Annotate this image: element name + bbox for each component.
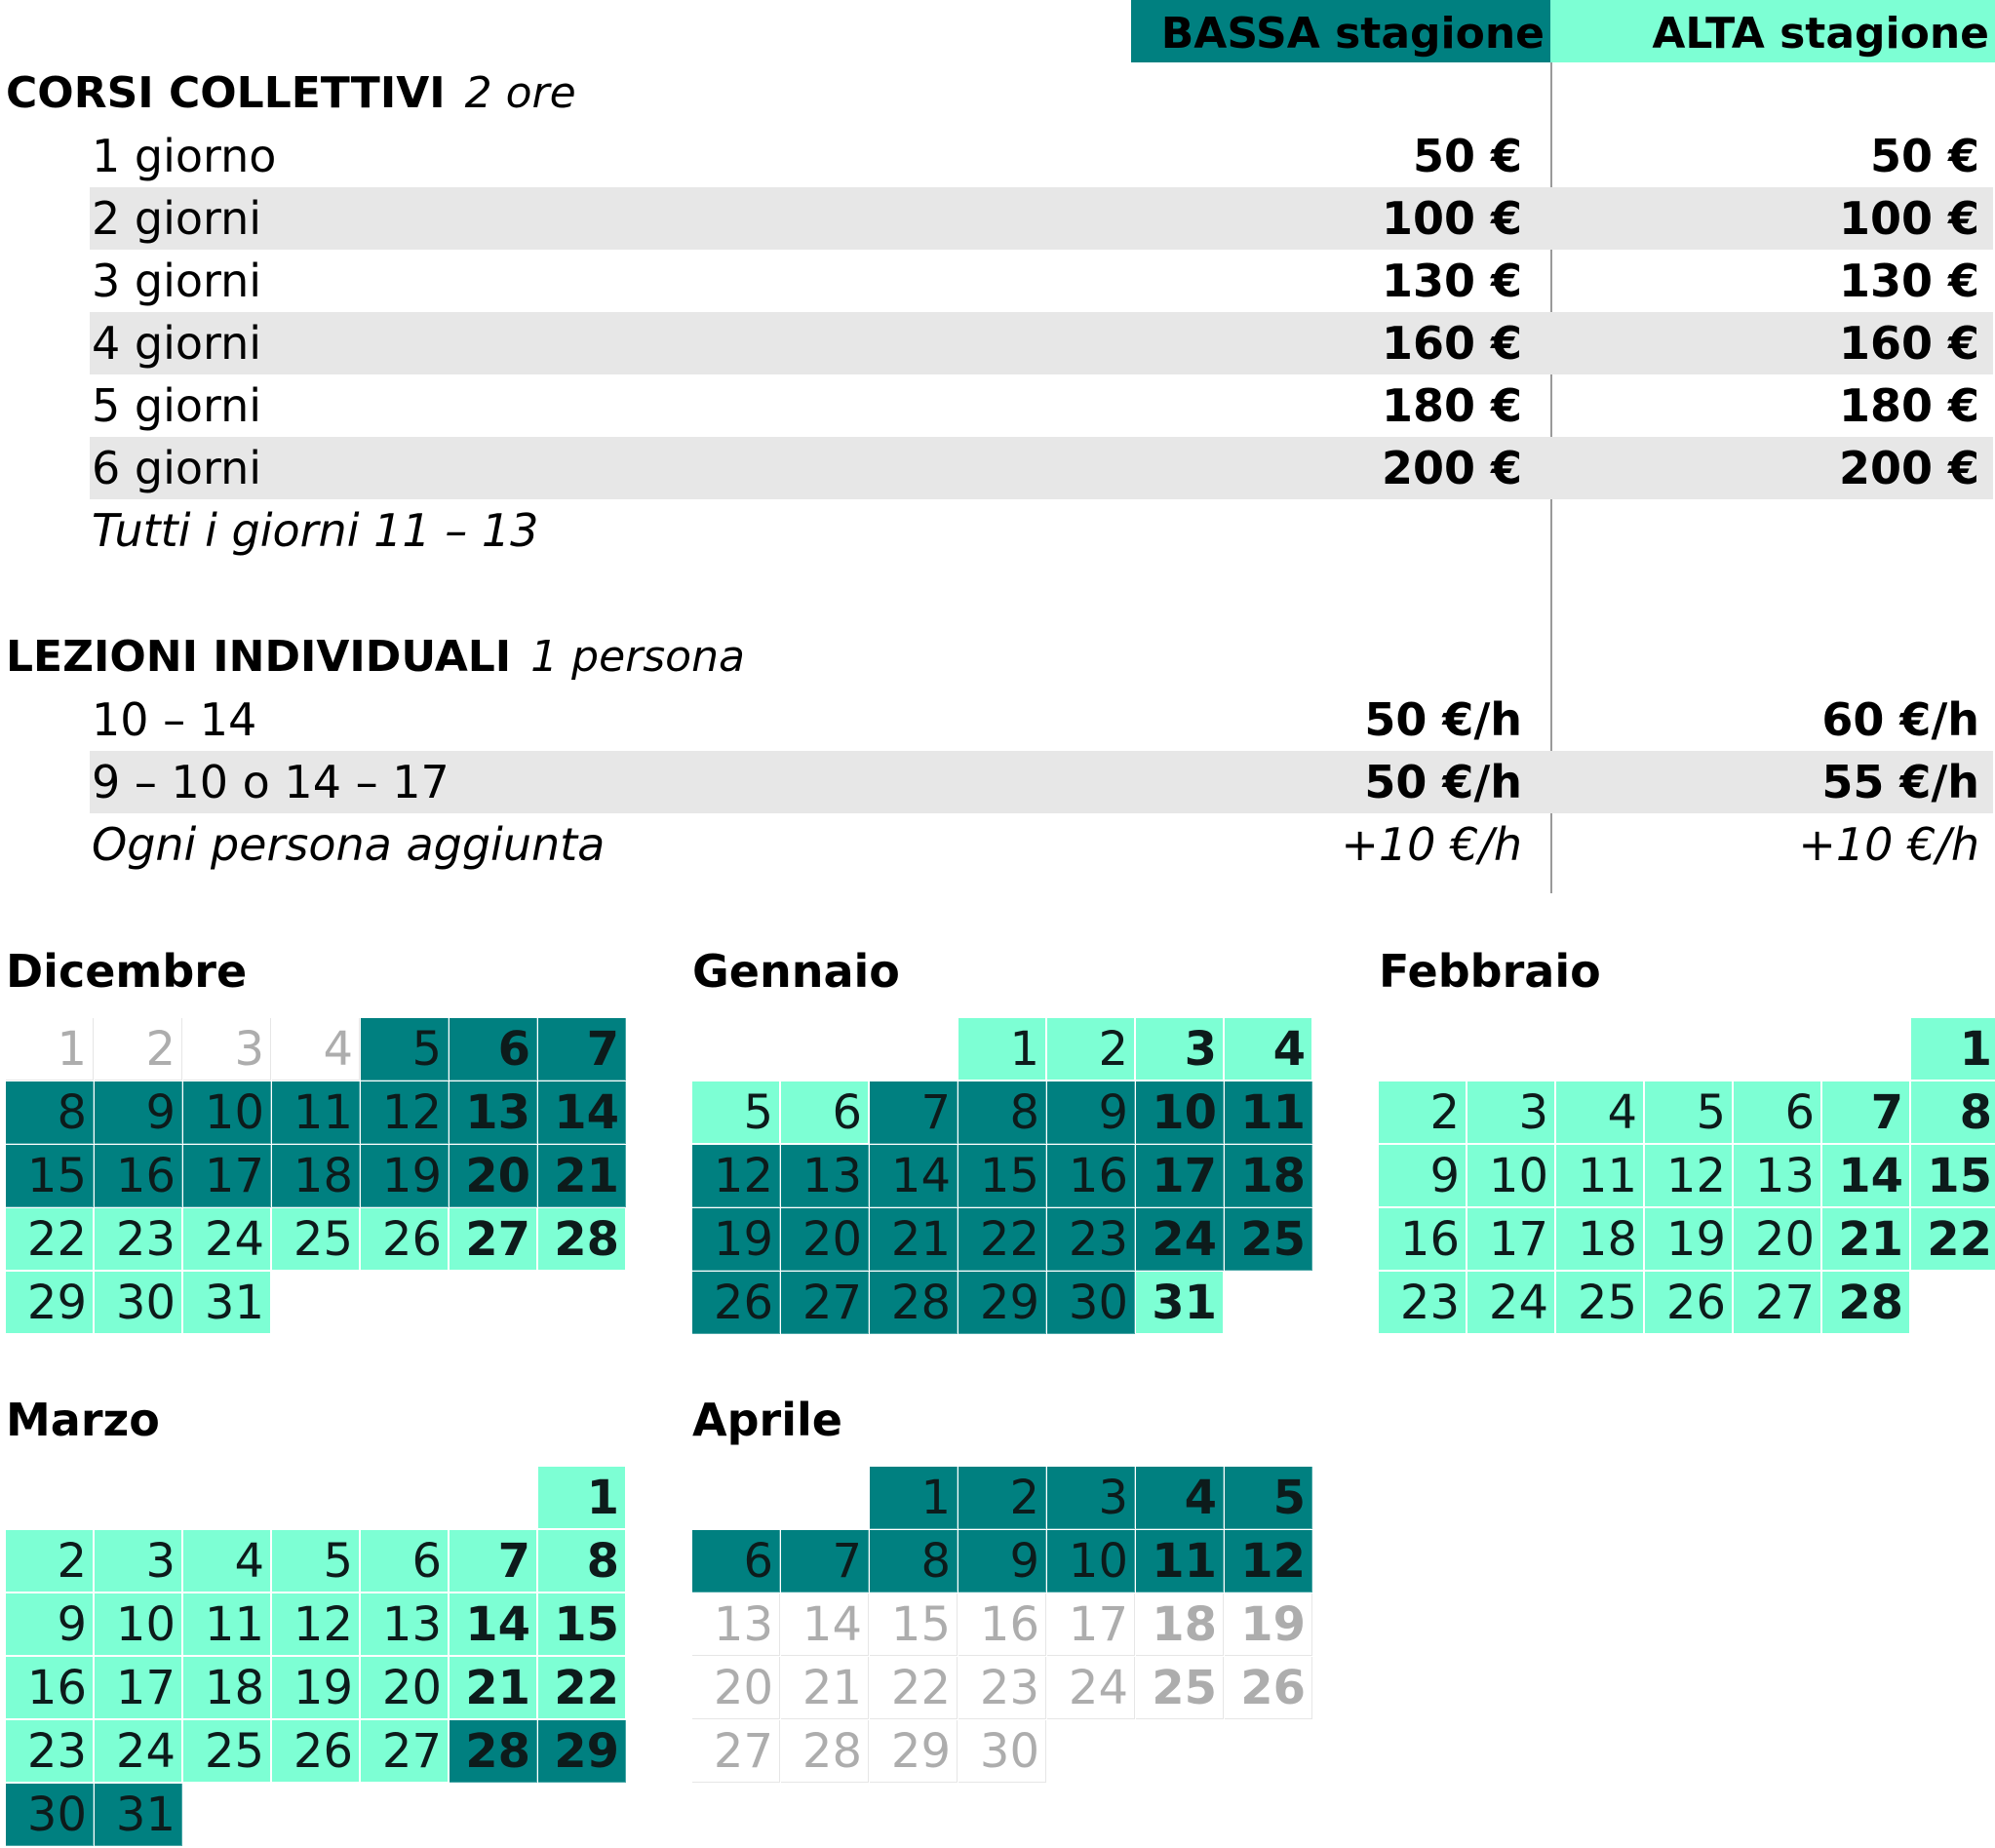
month-name: Febbraio (1379, 945, 1601, 998)
calendar-day: 20 (692, 1657, 780, 1719)
high-price: 160 € (1838, 317, 1979, 370)
low-price: +10 €/h (1341, 818, 1522, 871)
individual-title: LEZIONI INDIVIDUALI (6, 632, 512, 682)
calendar-day: 17 (183, 1145, 271, 1207)
calendar-day: 4 (183, 1530, 271, 1592)
calendar-day: 9 (1047, 1081, 1135, 1144)
calendar-day: 28 (781, 1720, 869, 1783)
calendar-day: 28 (538, 1208, 626, 1271)
calendar-day: 26 (1225, 1657, 1312, 1719)
month-name: Dicembre (6, 945, 248, 998)
calendar-day: 1 (6, 1018, 94, 1081)
calendar-day: 4 (1556, 1081, 1644, 1144)
calendar-day: 25 (1136, 1657, 1224, 1719)
calendar-day: 13 (361, 1593, 449, 1656)
calendar-day: 22 (1911, 1208, 1995, 1271)
calendar-day: 15 (6, 1145, 94, 1207)
price-row (90, 312, 1993, 374)
calendar-day: 9 (1379, 1145, 1467, 1207)
calendar-day: 8 (870, 1530, 958, 1592)
individual-section-title (6, 626, 745, 688)
calendar-day: 23 (958, 1657, 1046, 1719)
calendar-day: 6 (781, 1081, 869, 1144)
calendar-day: 21 (1822, 1208, 1910, 1271)
low-price: 200 € (1381, 442, 1522, 494)
calendar-day: 9 (6, 1593, 94, 1656)
group-subtitle: 2 ore (464, 68, 576, 118)
calendar-day: 12 (1645, 1145, 1733, 1207)
calendar-day: 30 (95, 1272, 182, 1334)
calendar-day: 16 (1047, 1145, 1135, 1207)
calendar-day: 3 (1467, 1081, 1555, 1144)
calendar-day: 31 (183, 1272, 271, 1334)
low-price: 100 € (1381, 192, 1522, 245)
calendar-day: 25 (1556, 1272, 1644, 1334)
low-price: 50 € (1412, 130, 1522, 182)
calendar-day: 15 (958, 1145, 1046, 1207)
calendar-day: 11 (1225, 1081, 1312, 1144)
low-price: 50 €/h (1364, 693, 1522, 746)
calendar-day: 29 (870, 1720, 958, 1783)
calendar-day: 11 (272, 1081, 360, 1144)
calendar-day: 3 (1136, 1018, 1224, 1081)
row-label: 10 – 14 (92, 693, 257, 746)
price-row (90, 125, 1993, 187)
calendar-day: 17 (95, 1657, 182, 1719)
calendar-day: 12 (1225, 1530, 1312, 1592)
calendar-day: 15 (870, 1593, 958, 1656)
calendar-day: 10 (1467, 1145, 1555, 1207)
low-price: 180 € (1381, 379, 1522, 432)
calendar-day: 25 (1225, 1208, 1312, 1271)
low-price: 50 €/h (1364, 756, 1522, 808)
row-label: Ogni persona aggiunta (92, 818, 606, 871)
calendar-day: 15 (1911, 1145, 1995, 1207)
calendar-day: 2 (6, 1530, 94, 1592)
month-name: Aprile (692, 1394, 842, 1446)
calendar-day: 19 (1225, 1593, 1312, 1656)
low-season-header: BASSA stagione (1131, 0, 1550, 62)
calendar-day: 24 (1047, 1657, 1135, 1719)
calendar-day: 3 (1047, 1467, 1135, 1529)
calendar-day: 5 (272, 1530, 360, 1592)
high-price: +10 €/h (1798, 818, 1979, 871)
calendar-day: 26 (272, 1720, 360, 1783)
calendar-day: 7 (1822, 1081, 1910, 1144)
calendar-day: 21 (870, 1208, 958, 1271)
calendar-day: 16 (95, 1145, 182, 1207)
calendar-day: 6 (692, 1530, 780, 1592)
calendar-day: 27 (450, 1208, 537, 1271)
individual-subtitle: 1 persona (530, 632, 745, 682)
high-price: 55 €/h (1821, 756, 1979, 808)
price-row (90, 187, 1993, 250)
calendar-day: 1 (538, 1467, 626, 1529)
calendar-day: 14 (538, 1081, 626, 1144)
calendar-day: 11 (183, 1593, 271, 1656)
row-label: 4 giorni (92, 317, 262, 370)
high-price: 60 €/h (1821, 693, 1979, 746)
calendar-day: 28 (450, 1720, 537, 1783)
calendar-day: 30 (6, 1784, 94, 1846)
calendar-day: 4 (272, 1018, 360, 1081)
row-label: 5 giorni (92, 379, 262, 432)
calendar-day: 20 (361, 1657, 449, 1719)
group-section-title (6, 62, 576, 125)
calendar-day: 3 (183, 1018, 271, 1081)
calendar-day: 24 (1136, 1208, 1224, 1271)
calendar-day: 30 (958, 1720, 1046, 1783)
calendar-day: 10 (95, 1593, 182, 1656)
calendar-day: 6 (450, 1018, 537, 1081)
calendar-day: 8 (538, 1530, 626, 1592)
calendar-day: 7 (450, 1530, 537, 1592)
low-price: 160 € (1381, 317, 1522, 370)
calendar-day: 28 (1822, 1272, 1910, 1334)
calendar-day: 22 (538, 1657, 626, 1719)
calendar-day: 31 (95, 1784, 182, 1846)
calendar-day: 13 (1734, 1145, 1821, 1207)
high-season-header: ALTA stagione (1550, 0, 1995, 62)
calendar-day: 8 (1911, 1081, 1995, 1144)
calendar-day: 2 (95, 1018, 182, 1081)
calendar-day: 16 (1379, 1208, 1467, 1271)
calendar-day: 23 (1379, 1272, 1467, 1334)
calendar-day: 9 (95, 1081, 182, 1144)
calendar-day: 11 (1556, 1145, 1644, 1207)
group-title: CORSI COLLETTIVI (6, 68, 446, 118)
calendar-day: 16 (958, 1593, 1046, 1656)
month-name: Gennaio (692, 945, 900, 998)
calendar-day: 8 (6, 1081, 94, 1144)
calendar-day: 21 (450, 1657, 537, 1719)
group-note (90, 499, 1993, 562)
calendar-day: 19 (692, 1208, 780, 1271)
calendar-day: 29 (538, 1720, 626, 1783)
calendar-day: 4 (1136, 1467, 1224, 1529)
row-label: 2 giorni (92, 192, 262, 245)
calendar-day: 17 (1467, 1208, 1555, 1271)
calendar-day: 26 (361, 1208, 449, 1271)
calendar-day: 3 (95, 1530, 182, 1592)
calendar-day: 5 (692, 1081, 780, 1144)
calendar-day: 12 (361, 1081, 449, 1144)
calendar-day: 10 (1047, 1530, 1135, 1592)
high-price: 200 € (1838, 442, 1979, 494)
calendar-day: 6 (1734, 1081, 1821, 1144)
calendar-day: 11 (1136, 1530, 1224, 1592)
calendar-day: 23 (95, 1208, 182, 1271)
calendar-day: 16 (6, 1657, 94, 1719)
note-text: Tutti i giorni 11 – 13 (92, 504, 539, 557)
calendar-day: 30 (1047, 1272, 1135, 1334)
calendar-day: 21 (538, 1145, 626, 1207)
calendar-day: 27 (1734, 1272, 1821, 1334)
calendar-day: 10 (1136, 1081, 1224, 1144)
calendar-day: 24 (95, 1720, 182, 1783)
calendar-day: 22 (6, 1208, 94, 1271)
calendar-day: 15 (538, 1593, 626, 1656)
calendar-day: 14 (450, 1593, 537, 1656)
calendar-day: 12 (692, 1145, 780, 1207)
low-price: 130 € (1381, 255, 1522, 307)
high-price: 100 € (1838, 192, 1979, 245)
calendar-day: 20 (1734, 1208, 1821, 1271)
calendar-day: 7 (870, 1081, 958, 1144)
extra-person-row (90, 813, 1993, 876)
calendar-day: 27 (692, 1720, 780, 1783)
calendar-day: 14 (781, 1593, 869, 1656)
calendar-day: 27 (781, 1272, 869, 1334)
calendar-day: 7 (781, 1530, 869, 1592)
calendar-day: 6 (361, 1530, 449, 1592)
calendar-day: 1 (958, 1018, 1046, 1081)
calendar-day: 1 (1911, 1018, 1995, 1081)
high-price: 50 € (1869, 130, 1979, 182)
calendar-day: 20 (450, 1145, 537, 1207)
high-price: 130 € (1838, 255, 1979, 307)
calendar-day: 25 (183, 1720, 271, 1783)
row-label: 9 – 10 o 14 – 17 (92, 756, 450, 808)
calendar-day: 20 (781, 1208, 869, 1271)
calendar-day: 2 (958, 1467, 1046, 1529)
calendar-day: 12 (272, 1593, 360, 1656)
calendar-day: 18 (1556, 1208, 1644, 1271)
price-row (90, 688, 1993, 751)
month-name: Marzo (6, 1394, 160, 1446)
high-price: 180 € (1838, 379, 1979, 432)
calendar-day: 13 (781, 1145, 869, 1207)
calendar-day: 5 (1225, 1467, 1312, 1529)
calendar-day: 26 (692, 1272, 780, 1334)
calendar-day: 13 (450, 1081, 537, 1144)
calendar-day: 28 (870, 1272, 958, 1334)
calendar-day: 22 (870, 1657, 958, 1719)
calendar-day: 19 (361, 1145, 449, 1207)
calendar-day: 14 (870, 1145, 958, 1207)
calendar-day: 2 (1379, 1081, 1467, 1144)
calendar-day: 17 (1047, 1593, 1135, 1656)
price-row (90, 250, 1993, 312)
calendar-day: 9 (958, 1530, 1046, 1592)
calendar-day: 24 (183, 1208, 271, 1271)
calendar-day: 4 (1225, 1018, 1312, 1081)
row-label: 3 giorni (92, 255, 262, 307)
calendar-day: 13 (692, 1593, 780, 1656)
calendar-day: 2 (1047, 1018, 1135, 1081)
calendar-day: 25 (272, 1208, 360, 1271)
calendar-day: 26 (1645, 1272, 1733, 1334)
calendar-day: 18 (1136, 1593, 1224, 1656)
calendar-day: 10 (183, 1081, 271, 1144)
calendar-day: 22 (958, 1208, 1046, 1271)
calendar-day: 18 (183, 1657, 271, 1719)
price-row (90, 437, 1993, 499)
calendar-day: 29 (6, 1272, 94, 1334)
calendar-day: 5 (361, 1018, 449, 1081)
calendar-day: 5 (1645, 1081, 1733, 1144)
calendar-day: 18 (1225, 1145, 1312, 1207)
calendar-day: 8 (958, 1081, 1046, 1144)
calendar-day: 29 (958, 1272, 1046, 1334)
calendar-day: 17 (1136, 1145, 1224, 1207)
calendar-day: 23 (1047, 1208, 1135, 1271)
calendar-day: 23 (6, 1720, 94, 1783)
row-label: 6 giorni (92, 442, 262, 494)
calendar-day: 14 (1822, 1145, 1910, 1207)
calendar-day: 19 (272, 1657, 360, 1719)
calendar-day: 7 (538, 1018, 626, 1081)
calendar-day: 1 (870, 1467, 958, 1529)
calendar-day: 27 (361, 1720, 449, 1783)
calendar-day: 31 (1136, 1272, 1224, 1334)
price-row (90, 751, 1993, 813)
price-row (90, 374, 1993, 437)
row-label: 1 giorno (92, 130, 277, 182)
calendar-day: 18 (272, 1145, 360, 1207)
calendar-day: 19 (1645, 1208, 1733, 1271)
calendar-day: 21 (781, 1657, 869, 1719)
calendar-day: 24 (1467, 1272, 1555, 1334)
